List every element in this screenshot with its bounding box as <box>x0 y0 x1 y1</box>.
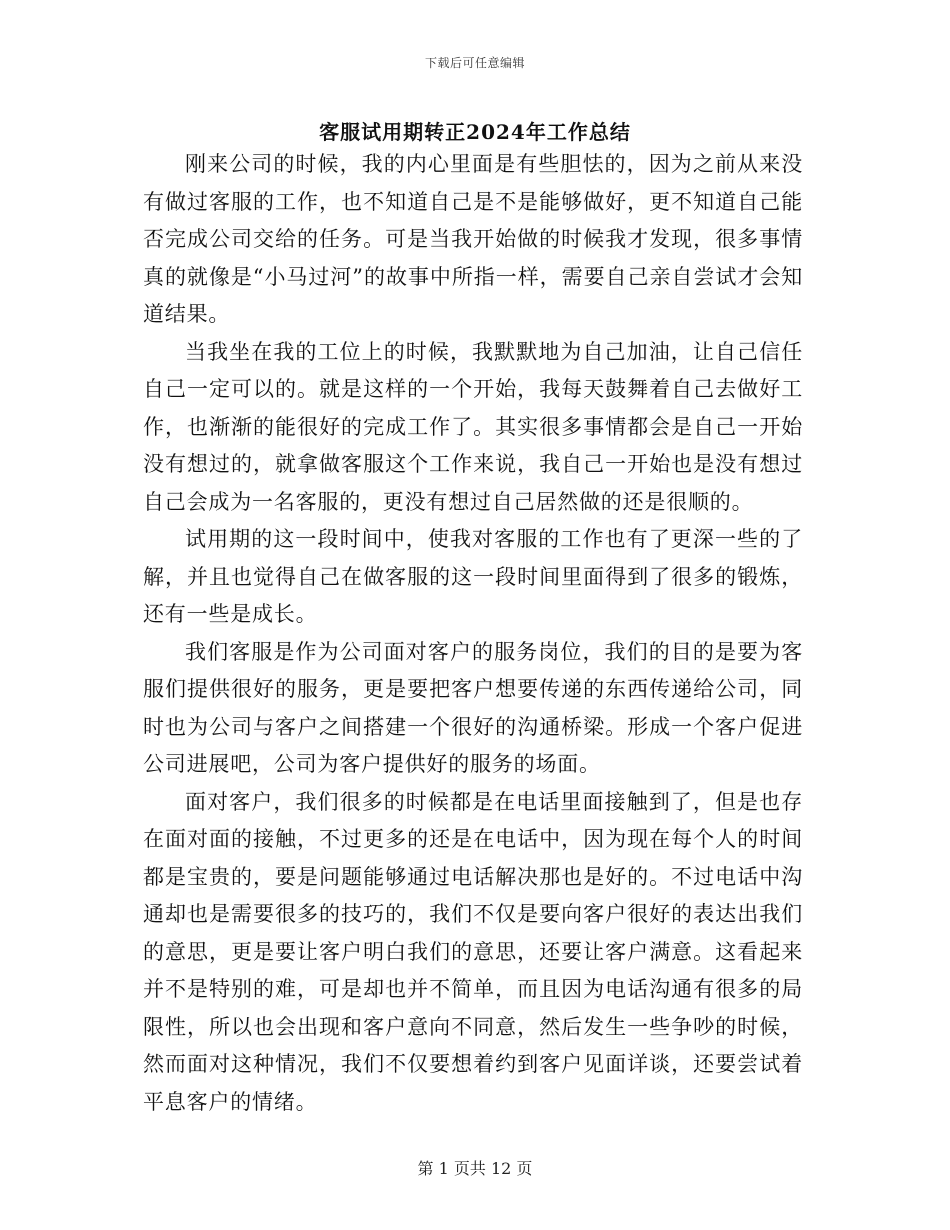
header-note: 下载后可任意编辑 <box>424 56 525 70</box>
paragraph: 我们客服是作为公司面对客户的服务岗位，我们的目的是要为客服们提供很好的服务，更是要把客户想要传递的东西传递给公司，同时也为公司与客户之间搭建一个很好的沟通桥梁。形成一个客户促进公司进展吧，公司为客户提供好的服务的场面。 <box>143 639 803 776</box>
paragraph: 当我坐在我的工位上的时候，我默默地为自己加油，让自己信任自己一定可以的。就是这样的一个开始，我每天鼓舞着自己去做好工作，也渐渐的能很好的完成工作了。其实很多事情都会是自己一开始没有想过的，就拿做客服这个工作来说，我自己一开始也是没有想过自己会成为一名客服的，更没有想过自己居然做的还是很顺的。 <box>143 339 803 514</box>
page-number-footer: 第 1 页共 12 页 <box>417 1159 533 1178</box>
paragraph: 面对客户，我们很多的时候都是在电话里面接触到了，但是也存在面对面的接触，不过更多的还是在电话中，因为现在每个人的时间都是宝贵的，要是问题能够通过电话解决那也是好的。不过电话中沟通却也是需要很多的技巧的，我们不仅是要向客户很好的表达出我们的意思，更是要让客户明白我们的意思，还要让客户满意。这看起来并不是特别的难，可是却也并不简单，而且因为电话沟通有很多的局限性，所以也会出现和客户意向不同意，然后发生一些争吵的时候，然而面对这种情况，我们不仅要想着约到客户见面详谈，还要尝试着平息客户的情绪。 <box>143 789 803 1114</box>
document-body <box>143 146 803 1121</box>
paragraph: 试用期的这一段时间中，使我对客服的工作也有了更深一些的了解，并且也觉得自己在做客服的这一段时间里面得到了很多的锻炼，还有一些是成长。 <box>143 527 803 626</box>
paragraph: 刚来公司的时候，我的内心里面是有些胆怯的，因为之前从来没有做过客服的工作，也不知道自己是不是能够做好，更不知道自己能否完成公司交给的任务。可是当我开始做的时候我才发现，很多事情真的就像是“小马过河”的故事中所指一样，需要自己亲自尝试才会知道结果。 <box>143 152 803 326</box>
document-title: 客服试用期转正2024年工作总结 <box>319 120 631 144</box>
